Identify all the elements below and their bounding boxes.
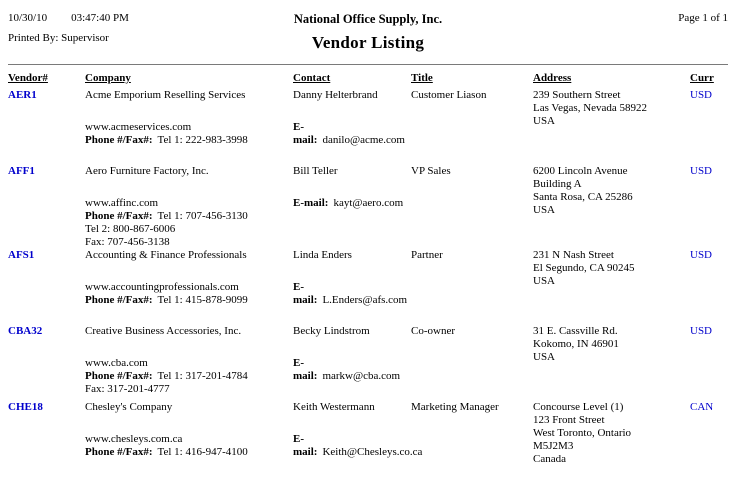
company-cell — [85, 401, 293, 459]
vendor-currency: USD — [690, 165, 713, 177]
address-line: 31 E. Cassville Rd. — [533, 325, 618, 337]
phone-fax-label: Phone #/Fax#: — [85, 370, 153, 382]
vendor-phone-extra: Fax: 707-456-3138 — [85, 236, 170, 248]
vendor-contact: Becky Lindstrom — [293, 325, 370, 337]
vendor-email: danilo@acme.com — [322, 134, 405, 146]
vendor-email: kayt@aero.com — [333, 197, 404, 209]
vendor-website: www.cba.com — [85, 357, 148, 369]
vendor-email-line — [293, 197, 405, 210]
vendor-title: VP Sales — [411, 165, 451, 177]
vendor-phone-extra: Fax: 317-201-4777 — [85, 383, 170, 395]
column-header-contact: Contact — [293, 72, 331, 84]
vendor-id: AFS1 — [8, 249, 35, 261]
report-header — [8, 12, 728, 53]
vendor-row — [8, 249, 728, 325]
vendor-id: AFF1 — [8, 165, 35, 177]
contact-cell — [293, 249, 411, 307]
vendor-row — [8, 325, 728, 401]
vendor-phone-line — [85, 134, 287, 147]
vendor-title: Partner — [411, 249, 443, 261]
vendor-phone: Tel 1: 222-983-3998 — [157, 134, 248, 146]
vendor-company: Creative Business Accessories, Inc. — [85, 325, 242, 337]
report-time: 03:47:40 PM — [71, 12, 129, 24]
company-name: National Office Supply, Inc. — [293, 12, 443, 26]
email-label: E-mail: — [293, 121, 318, 146]
vendor-email-line — [293, 433, 423, 459]
header-left — [8, 12, 294, 45]
vendor-title: Co-owner — [411, 325, 455, 337]
header-center — [294, 12, 442, 53]
address-line: Building A — [533, 178, 582, 190]
vendor-id: CHE18 — [8, 401, 43, 413]
vendor-email: Keith@Chesleys.co.ca — [322, 446, 423, 458]
vendor-row — [8, 401, 728, 477]
vendor-company: Aero Furniture Factory, Inc. — [85, 165, 209, 177]
address-line: El Segundo, CA 90245 — [533, 262, 635, 274]
report-date: 10/30/10 — [8, 12, 48, 24]
header-right — [442, 12, 728, 24]
page-indicator: Page 1 of 1 — [678, 12, 729, 24]
address-line: 123 Front Street — [533, 414, 605, 426]
phone-fax-label: Phone #/Fax#: — [85, 446, 153, 458]
email-label: E-mail: — [293, 281, 318, 306]
contact-cell — [293, 165, 411, 210]
vendor-currency: USD — [690, 89, 713, 101]
company-cell — [85, 325, 293, 396]
vendor-phone: Tel 1: 415-878-9099 — [157, 294, 248, 306]
vendor-email-line — [293, 121, 405, 147]
vendor-email-line — [293, 281, 408, 307]
vendor-contact: Danny Helterbrand — [293, 89, 378, 101]
company-cell — [85, 249, 293, 307]
address-line: West Toronto, Ontario — [533, 427, 632, 439]
address-line: Concourse Level (1) — [533, 401, 624, 413]
address-line: M5J2M3 — [533, 440, 574, 452]
vendor-company: Acme Emporium Reselling Services — [85, 89, 246, 101]
contact-cell — [293, 325, 411, 383]
vendor-phone-line — [85, 210, 287, 223]
address-line: Las Vegas, Nevada 58922 — [533, 102, 648, 114]
column-header-address: Address — [533, 72, 572, 84]
header-rule — [8, 64, 728, 65]
vendor-currency: USD — [690, 249, 713, 261]
address-line: USA — [533, 204, 556, 216]
vendor-row — [8, 165, 728, 249]
contact-cell — [293, 401, 423, 459]
vendor-title: Customer Liason — [411, 89, 487, 101]
date-time-line — [8, 12, 294, 25]
vendor-contact: Linda Enders — [293, 249, 352, 261]
vendor-email: L.Enders@afs.com — [322, 294, 408, 306]
address-line: USA — [533, 275, 556, 287]
address-cell — [533, 401, 690, 466]
vendor-phone-line — [85, 446, 287, 459]
vendor-website: www.affinc.com — [85, 197, 159, 209]
company-cell — [85, 165, 293, 249]
vendor-email-line — [293, 357, 405, 383]
vendor-contact: Bill Teller — [293, 165, 338, 177]
address-line: USA — [533, 351, 556, 363]
vendor-phone: Tel 1: 416-947-4100 — [157, 446, 248, 458]
address-line: Santa Rosa, CA 25286 — [533, 191, 633, 203]
phone-fax-label: Phone #/Fax#: — [85, 210, 153, 222]
vendor-id: CBA32 — [8, 325, 43, 337]
address-cell — [533, 165, 690, 217]
email-label: E-mail: — [293, 197, 329, 209]
vendor-company: Accounting & Finance Professionals — [85, 249, 247, 261]
vendor-website: www.accountingprofessionals.com — [85, 281, 239, 293]
column-header-curr: Curr — [690, 72, 714, 84]
phone-fax-label: Phone #/Fax#: — [85, 134, 153, 146]
address-line: Kokomo, IN 46901 — [533, 338, 619, 350]
vendor-phone: Tel 1: 707-456-3130 — [157, 210, 248, 222]
vendor-currency: CAN — [690, 401, 714, 413]
report-title: Vendor Listing — [311, 33, 425, 52]
contact-cell — [293, 89, 411, 147]
phone-fax-label: Phone #/Fax#: — [85, 294, 153, 306]
vendor-phone-line — [85, 370, 287, 383]
email-label: E-mail: — [293, 357, 318, 382]
vendor-company: Chesley's Company — [85, 401, 173, 413]
table-header — [8, 72, 728, 84]
address-line: 239 Southern Street — [533, 89, 621, 101]
vendor-email: markw@cba.com — [322, 370, 401, 382]
vendor-title: Marketing Manager — [411, 401, 499, 413]
vendor-phone-extra: Tel 2: 800-867-6006 — [85, 223, 176, 235]
column-header-title: Title — [411, 72, 433, 84]
address-cell — [533, 325, 690, 364]
vendor-website: www.acmeservices.com — [85, 121, 192, 133]
vendor-website: www.chesleys.com.ca — [85, 433, 183, 445]
vendor-phone: Tel 1: 317-201-4784 — [157, 370, 248, 382]
address-line: Canada — [533, 453, 566, 465]
printed-by: Printed By: Supervisor — [8, 32, 109, 44]
vendor-phone-line — [85, 294, 287, 307]
email-label: E-mail: — [293, 433, 318, 458]
address-line: USA — [533, 115, 556, 127]
vendor-id: AER1 — [8, 89, 37, 101]
column-header-company: Company — [85, 72, 131, 84]
address-cell — [533, 249, 690, 288]
address-line: 231 N Nash Street — [533, 249, 614, 261]
vendor-contact: Keith Westermann — [293, 401, 375, 413]
address-line: 6200 Lincoln Avenue — [533, 165, 628, 177]
vendor-row — [8, 89, 728, 165]
vendor-currency: USD — [690, 325, 713, 337]
column-header-vendor: Vendor# — [8, 72, 48, 84]
company-cell — [85, 89, 293, 147]
address-cell — [533, 89, 690, 128]
